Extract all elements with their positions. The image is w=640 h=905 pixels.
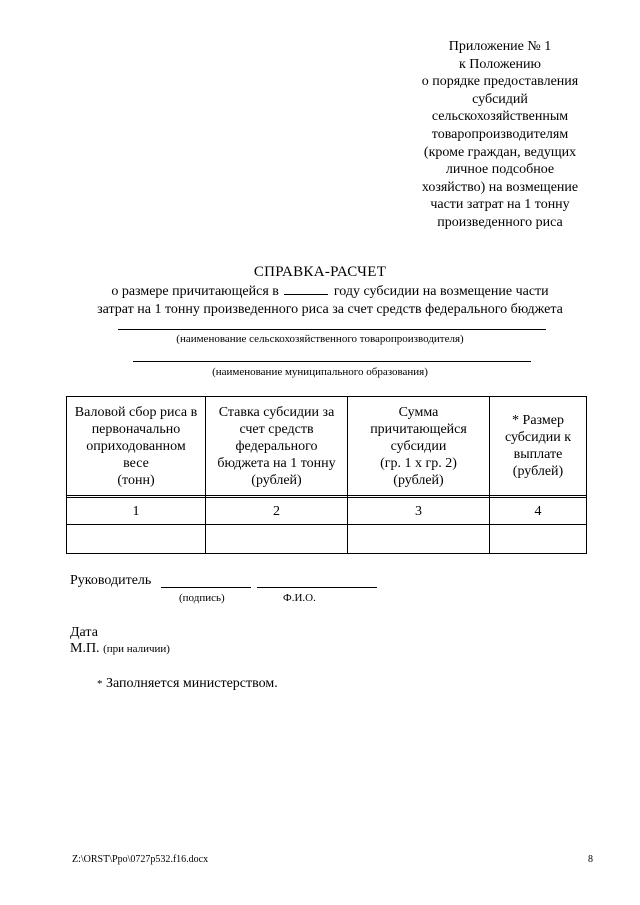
name-caption: Ф.И.О. (283, 592, 316, 604)
signature-line (161, 587, 251, 588)
calculation-table (66, 396, 587, 554)
column-number: 3 (348, 498, 490, 525)
stamp-label-line (70, 641, 170, 657)
annex-line: произведенного риса (437, 214, 563, 230)
document-title: СПРАВКА-РАСЧЕТ (253, 264, 387, 280)
table-row (67, 525, 587, 554)
annex-block (395, 38, 605, 232)
signature-label: Руководитель (70, 573, 152, 588)
year-blank (284, 282, 328, 295)
column-number: 4 (490, 498, 587, 525)
header-payment-size: * Размер субсидии к выплате (рублей) (490, 397, 587, 496)
municipality-name-line (133, 361, 531, 362)
header-subsidy-rate: Ставка субсидии за счет средств федерального бюджета на 1 тонну (рублей) (206, 397, 348, 496)
footnote-text: Заполняется министерством. (106, 676, 278, 691)
annex-line: хозяйство) на возмещение (421, 179, 579, 195)
table-row (67, 498, 587, 525)
document-subtitle (40, 282, 620, 319)
header-gross-harvest: Валовой сбор риса в первоначально оприходованном весе (тонн) (67, 397, 206, 496)
table-header-row (67, 397, 587, 496)
subtitle-line-2: затрат на 1 тонну произведенного риса за счет средств федерального бюджета (97, 302, 563, 317)
table-cell (67, 525, 206, 554)
header-subsidy-amount: Сумма причитающейся субсидии (гр. 1 х гр. 2) (рублей) (348, 397, 490, 496)
annex-line: части затрат на 1 тонну (430, 197, 570, 213)
municipality-caption: (наименование муниципального образования) (212, 366, 428, 378)
annex-line: сельскохозяйственным (431, 109, 569, 125)
footer-file-path: Z:\ORST\Ppo\0727p532.f16.docx (72, 854, 209, 865)
stamp-label: М.П. (70, 641, 100, 656)
footnote-marker: * (97, 678, 103, 690)
annex-line: субсидий (472, 91, 528, 107)
footnote (97, 676, 278, 692)
name-line (257, 587, 377, 588)
producer-caption: (наименование сельскохозяйственного товаропроизводителя) (176, 333, 464, 345)
column-number: 2 (206, 498, 348, 525)
annex-line: (кроме граждан, ведущих (423, 144, 577, 160)
table-cell (490, 525, 587, 554)
date-label: Дата (70, 625, 98, 640)
signature-caption: (подпись) (179, 592, 225, 604)
annex-line: товаропроизводителям (431, 126, 569, 142)
annex-line: личное подсобное (445, 162, 555, 178)
page-number: 8 (588, 854, 593, 865)
subtitle-line-1 (40, 282, 620, 301)
annex-line: к Положению (458, 56, 541, 72)
subtitle-after-year: году субсидии на возмещение части (333, 284, 549, 299)
annex-line: Приложение № 1 (448, 39, 552, 54)
producer-name-line (118, 329, 546, 330)
column-number: 1 (67, 498, 206, 525)
table-cell (348, 525, 490, 554)
annex-line: о порядке предоставления (421, 74, 579, 90)
subtitle-before-year: о размере причитающейся в (111, 284, 279, 299)
table-cell (206, 525, 348, 554)
stamp-note: (при наличии) (103, 643, 170, 655)
